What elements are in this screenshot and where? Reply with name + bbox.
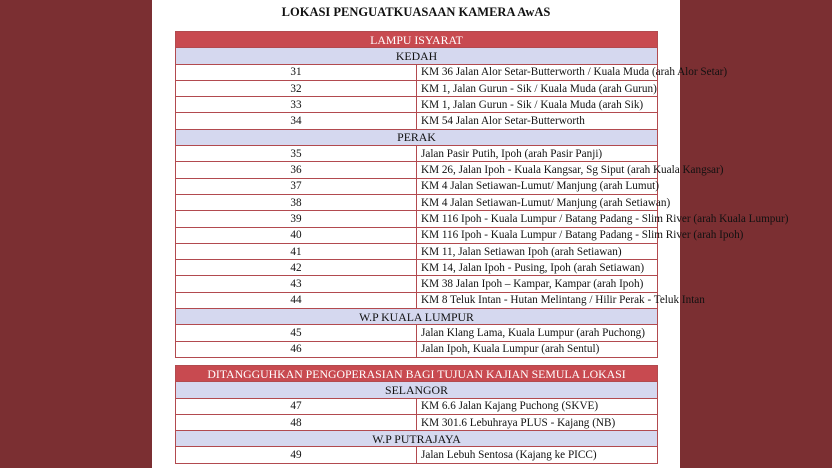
table-row: [176, 276, 658, 292]
row-location: KM 14, Jalan Ipoh - Pusing, Ipoh (arah Setiawan): [417, 260, 658, 276]
section-heading: DITANGGUHKAN PENGOPERASIAN BAGI TUJUAN KAJIAN SEMULA LOKASI: [176, 366, 658, 382]
row-number: 39: [176, 211, 417, 227]
row-number: 37: [176, 178, 417, 194]
row-number: 43: [176, 276, 417, 292]
table-row: [176, 243, 658, 259]
region-heading: SELANGOR: [176, 382, 658, 398]
table-row: [176, 341, 658, 357]
row-location: KM 8 Teluk Intan - Hutan Melintang / Hilir Perak - Teluk Intan: [417, 292, 658, 308]
table-row: [176, 64, 658, 80]
suspended-locations-table: [175, 365, 658, 464]
row-location: KM 1, Jalan Gurun - Sik / Kuala Muda (arah Gurun): [417, 80, 658, 96]
document-title: LOKASI PENGUATKUASAAN KAMERA AwAS: [281, 5, 551, 19]
region-heading: W.P KUALA LUMPUR: [176, 309, 658, 325]
table-row: [176, 97, 658, 113]
row-location: KM 26, Jalan Ipoh - Kuala Kangsar, Sg Siput (arah Kuala Kangsar): [417, 162, 658, 178]
row-location: Jalan Ipoh, Kuala Lumpur (arah Sentul): [417, 341, 658, 357]
table-row: [176, 414, 658, 430]
row-number: 38: [176, 194, 417, 210]
row-number: 45: [176, 325, 417, 341]
row-location: Jalan Pasir Putih, Ipoh (arah Pasir Panji): [417, 146, 658, 162]
row-number: 41: [176, 243, 417, 259]
row-location: KM 6.6 Jalan Kajang Puchong (SKVE): [417, 398, 658, 414]
document-page: [152, 0, 789, 468]
row-location: Jalan Klang Lama, Kuala Lumpur (arah Puchong): [417, 325, 658, 341]
row-location: KM 116 Ipoh - Kuala Lumpur / Batang Padang - Slim River (arah Kuala Lumpur): [417, 211, 658, 227]
row-location: KM 38 Jalan Ipoh – Kampar, Kampar (arah Ipoh): [417, 276, 658, 292]
row-number: 49: [176, 447, 417, 463]
region-heading: KEDAH: [176, 48, 658, 64]
row-number: 47: [176, 398, 417, 414]
table-row: [176, 227, 658, 243]
row-location: Jalan Lebuh Sentosa (Kajang ke PICC): [417, 447, 658, 463]
region-heading: PERAK: [176, 129, 658, 145]
row-number: 31: [176, 64, 417, 80]
region-heading: W.P PUTRAJAYA: [176, 431, 658, 447]
row-number: 32: [176, 80, 417, 96]
row-location: KM 36 Jalan Alor Setar-Butterworth / Kuala Muda (arah Alor Setar): [417, 64, 658, 80]
row-number: 34: [176, 113, 417, 129]
table-row: [176, 194, 658, 210]
row-number: 46: [176, 341, 417, 357]
table-row: [176, 211, 658, 227]
table-row: [176, 178, 658, 194]
table-row: [176, 447, 658, 463]
row-location: KM 4 Jalan Setiawan-Lumut/ Manjung (arah Setiawan): [417, 194, 658, 210]
row-number: 35: [176, 146, 417, 162]
table-row: [176, 113, 658, 129]
row-location: KM 301.6 Lebuhraya PLUS - Kajang (NB): [417, 414, 658, 430]
table-row: [176, 292, 658, 308]
row-location: KM 1, Jalan Gurun - Sik / Kuala Muda (arah Sik): [417, 97, 658, 113]
row-number: 42: [176, 260, 417, 276]
row-number: 44: [176, 292, 417, 308]
table-row: [176, 162, 658, 178]
table-row: [176, 80, 658, 96]
table-row: [176, 260, 658, 276]
row-number: 40: [176, 227, 417, 243]
row-location: KM 54 Jalan Alor Setar-Butterworth: [417, 113, 658, 129]
table-row: [176, 398, 658, 414]
row-number: 36: [176, 162, 417, 178]
row-location: KM 11, Jalan Setiawan Ipoh (arah Setiawan): [417, 243, 658, 259]
row-number: 48: [176, 414, 417, 430]
row-number: 33: [176, 97, 417, 113]
traffic-light-camera-table: [175, 31, 789, 358]
table-row: [176, 325, 658, 341]
row-location: KM 4 Jalan Setiawan-Lumut/ Manjung (arah Lumut): [417, 178, 658, 194]
section-heading: LAMPU ISYARAT: [176, 32, 658, 48]
row-location: KM 116 Ipoh - Kuala Lumpur / Batang Padang - Slim River (arah Ipoh): [417, 227, 658, 243]
table-row: [176, 146, 658, 162]
